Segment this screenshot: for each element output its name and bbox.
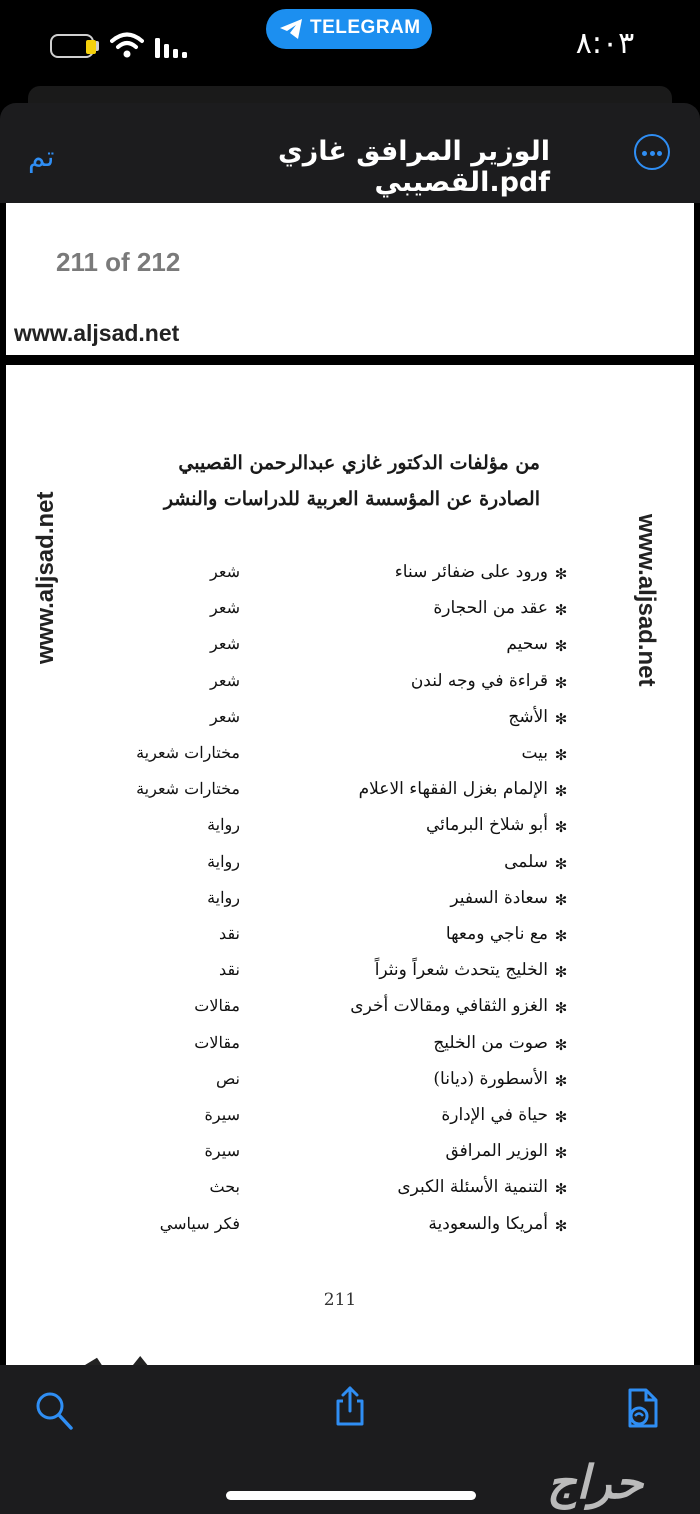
side-url-left: www.aljsad.net <box>32 491 59 664</box>
book-title: سحيم <box>506 634 548 654</box>
book-category: بحث <box>209 1177 240 1196</box>
book-title: سلمى <box>504 852 548 872</box>
book-category: سيرة <box>204 1141 240 1160</box>
cellular-signal-icon <box>155 36 191 58</box>
book-bullet: ✻ <box>554 855 568 873</box>
book-category: رواية <box>207 888 240 907</box>
book-bullet: ✻ <box>554 963 568 981</box>
book-bullet: ✻ <box>554 1108 568 1126</box>
book-category: شعر <box>210 707 240 726</box>
book-category: مقالات <box>194 996 240 1015</box>
book-bullet: ✻ <box>554 891 568 909</box>
book-category: مختارات شعرية <box>136 743 240 762</box>
book-bullet: ✻ <box>554 601 568 619</box>
book-bullet: ✻ <box>554 565 568 583</box>
book-bullet: ✻ <box>554 637 568 655</box>
share-icon[interactable] <box>330 1384 370 1428</box>
book-bullet: ✻ <box>554 746 568 764</box>
book-category: مقالات <box>194 1033 240 1052</box>
book-bullet: ✻ <box>554 1144 568 1162</box>
markup-icon[interactable] <box>622 1386 662 1430</box>
book-category: رواية <box>207 852 240 871</box>
book-bullet: ✻ <box>554 999 568 1017</box>
book-category: نقد <box>219 960 240 979</box>
book-title: الإلمام بغزل الفقهاء الاعلام <box>358 779 548 799</box>
book-title: عقد من الحجارة <box>433 598 548 618</box>
book-category: شعر <box>210 598 240 617</box>
done-button[interactable]: تم <box>28 140 55 173</box>
book-category: رواية <box>207 815 240 834</box>
battery-nub <box>96 41 99 51</box>
book-category: شعر <box>210 562 240 581</box>
telegram-icon <box>278 17 304 41</box>
book-title: مع ناجي ومعها <box>445 924 548 944</box>
book-category: سيرة <box>204 1105 240 1124</box>
book-bullet: ✻ <box>554 818 568 836</box>
clock: ٨:٠٣ <box>575 26 635 61</box>
book-title: قراءة في وجه لندن <box>410 671 548 691</box>
book-bullet: ✻ <box>554 782 568 800</box>
book-title: سعادة السفير <box>450 888 548 908</box>
book-title: أبو شلاخ البرمائي <box>425 815 548 835</box>
book-title: التنمية الأسئلة الكبرى <box>397 1177 548 1197</box>
book-bullet: ✻ <box>554 927 568 945</box>
book-bullet: ✻ <box>554 1180 568 1198</box>
haraj-watermark: حراج <box>546 1455 644 1509</box>
side-url-right: www.aljsad.net <box>633 514 660 687</box>
book-title: حياة في الإدارة <box>441 1105 548 1125</box>
book-title: الوزير المرافق <box>445 1141 548 1161</box>
book-category: نقد <box>219 924 240 943</box>
book-category: نص <box>215 1069 240 1088</box>
heading-line-2: الصادرة عن المؤسسة العربية للدراسات والنشر <box>163 488 540 510</box>
heading-line-1: من مؤلفات الدكتور غازي عبدالرحمن القصيبي <box>178 452 540 474</box>
book-title: الأسطورة (ديانا) <box>433 1069 548 1089</box>
page-number: 211 <box>323 1290 357 1310</box>
book-bullet: ✻ <box>554 674 568 692</box>
book-title: الخليج يتحدث شعراً ونثراً <box>374 960 548 980</box>
book-category: شعر <box>210 671 240 690</box>
document-title: الوزير المرافق غازي القصيبي.pdf <box>277 136 550 198</box>
book-bullet: ✻ <box>554 710 568 728</box>
home-indicator[interactable] <box>226 1491 476 1500</box>
book-bullet: ✻ <box>554 1072 568 1090</box>
book-title: أمريكا والسعودية <box>428 1214 548 1234</box>
book-category: مختارات شعرية <box>136 779 240 798</box>
book-title: الغزو الثقافي ومقالات أخرى <box>350 996 548 1016</box>
page-footer-url: www.aljsad.net <box>14 320 180 346</box>
book-title: بيت <box>521 743 548 763</box>
search-icon[interactable] <box>34 1388 74 1432</box>
page-indicator: 211 of 212 <box>56 247 181 277</box>
book-bullet: ✻ <box>554 1036 568 1054</box>
telegram-label[interactable]: TELEGRAM <box>310 17 421 38</box>
book-category: شعر <box>210 634 240 653</box>
book-category: فكر سياسي <box>159 1214 240 1233</box>
battery-level <box>86 40 96 54</box>
book-bullet: ✻ <box>554 1217 568 1235</box>
book-title: الأشج <box>508 707 548 727</box>
book-title: ورود على ضفائر سناء <box>394 562 548 582</box>
wifi-icon <box>110 30 144 60</box>
more-icon[interactable] <box>634 134 670 170</box>
book-title: صوت من الخليج <box>433 1033 548 1053</box>
